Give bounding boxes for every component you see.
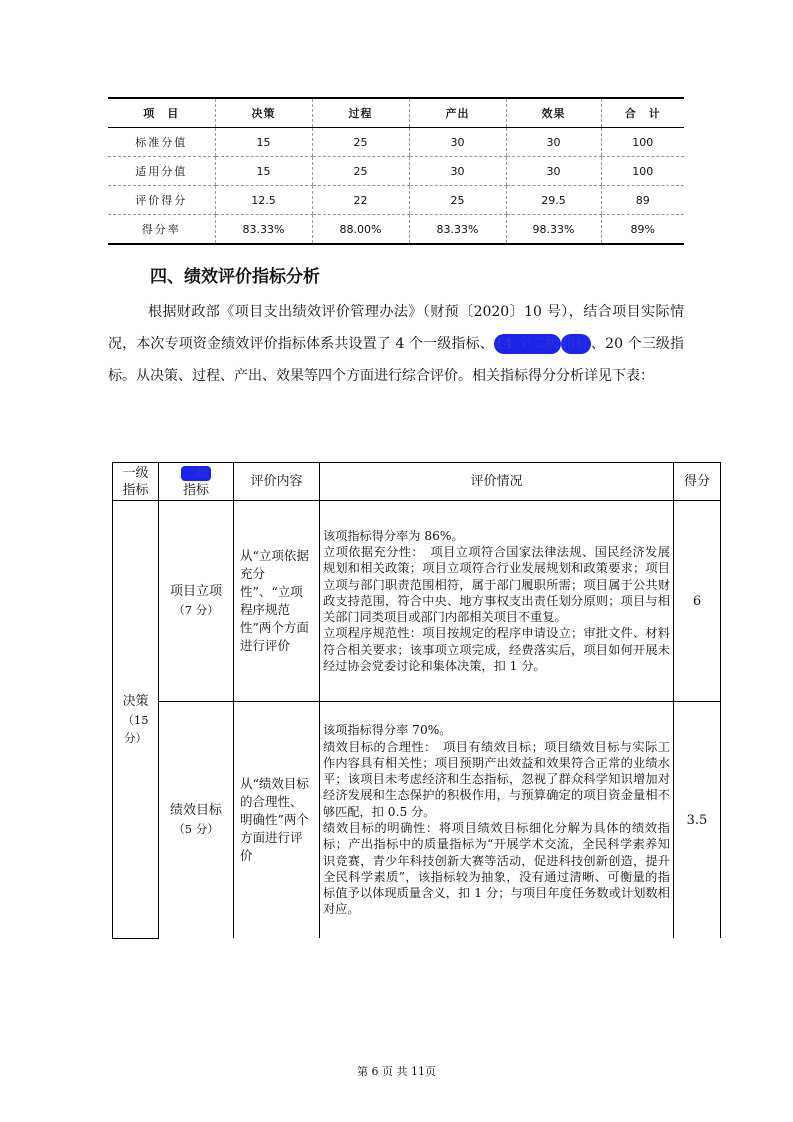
header-level1-indicator: 一级 指标 [113,463,159,501]
evaluation-content-cell: 从“立项依据充分性”、“立项程序规范性”两个方面进行评价 [234,501,320,702]
highlighted-text: 二级 [182,465,209,481]
table-cell: 25 [409,186,506,215]
header-score: 得分 [674,463,721,501]
table-cell: 98.33% [506,215,601,245]
situation-paragraph: 绩效目标的合理性： 项目有绩效目标；项目绩效目标与实际工作内容具有相关性；项目预期产出效益和效果符合正常的业绩水平；该项目未考虑经济和生态指标，忽视了群众科学知识增加对经济发展和生态保护的积极作用，与预算确定的项目资金量相不够匹配，扣 0.5 分。 [323,739,670,819]
evaluation-content-cell: 从“绩效目标的合理性、明确性”两个方面进行评价 [234,702,320,939]
table-cell: 30 [409,128,506,157]
table-cell: 12.5 [215,186,312,215]
table-cell: 89% [601,215,684,245]
score-cell: 6 [674,501,721,702]
table-cell: 25 [312,128,409,157]
table-cell: 83.33% [215,215,312,245]
table-cell: 100 [601,128,684,157]
situation-paragraph: 立项依据充分性： 项目立项符合国家法律法规、国民经济发展规划和相关政策；项目立项符合行业发展规划和政策要求；项目立项与部门职责范围相符，属于部门履职所需；项目属于公共财政支持范围，符合中央、地方事权支出责任划分原则；项目与相关部门同类项目或部门内部相关项目不重复。 [323,544,670,625]
table-cell: 100 [601,157,684,186]
header-evaluation-situation: 评价情况 [320,463,674,501]
table-row [108,215,684,245]
table-cell: 15 [215,157,312,186]
summary-header-row [108,98,684,128]
level2-indicator-cell: 项目立项 （7 分） [159,501,234,702]
table-row [108,128,684,157]
table-cell: 89 [601,186,684,215]
highlighted-text: 14 个二级 [494,336,560,352]
table-cell: 标准分值 [108,128,215,157]
summary-header-decision: 决策 [215,98,312,128]
situation-paragraph: 该项指标得分率 70%。 [323,723,452,738]
situation-paragraph: 该项指标得分率为 86%。 [323,528,464,543]
table-cell: 83.33% [409,215,506,245]
summary-header-effect: 效果 [506,98,601,128]
score-summary-table [108,97,684,245]
body-paragraph [108,296,684,392]
highlighted-text: 指标 [561,336,591,352]
page-footer: 第 6 页 共 11页 [357,1065,436,1078]
table-cell: 评价得分 [108,186,215,215]
detail-header-row [113,463,721,501]
situation-paragraph: 绩效目标的明确性：将项目绩效目标细化分解为具体的绩效指标；产出指标中的质量指标为“开展学术交流，全民科学素养知识竞赛，青少年科技创新大赛等活动，促进科技创新创造，提升全民科学素质”，该指标较为抽象，没有通过清晰、可衡量的指标值予以体现质量含义，扣 1 分；与项目年度任务数或计划数相对应。 [323,821,670,917]
header-level2-indicator: 二级 指标 [159,463,234,501]
total-page-count: 11 [411,1065,425,1078]
level1-indicator-cell: 决策 （15 分） [113,501,159,939]
score-cell: 3.5 [674,702,721,939]
level2-indicator-cell: 绩效目标 （5 分） [159,702,234,939]
current-page-number: 6 [371,1065,379,1078]
table-cell: 15 [215,128,312,157]
table-cell: 22 [312,186,409,215]
table-row [108,186,684,215]
section-heading: 四、绩效评价指标分析 [150,267,320,287]
table-cell: 30 [409,157,506,186]
summary-header-total: 合 计 [601,98,684,128]
paragraph-text: 、20 个三级指标。从决策、过程、产出、效果等四个方面进行综合评价。相关指标得分分析详见下表： [108,336,685,384]
paragraph-text: 根据财政部《项目支出绩效评价管理办法》（财预〔2020〕10 号），结合项目实际情况，本次专项资金绩效评价指标体系共设置了 4 个一级指标、 [108,304,684,352]
evaluation-situation-cell [320,702,674,939]
table-cell: 25 [312,157,409,186]
table-cell: 29.5 [506,186,601,215]
summary-header-item: 项 目 [108,98,215,128]
table-cell: 30 [506,128,601,157]
situation-paragraph: 立项程序规范性：项目按规定的程序申请设立；审批文件、材料符合相关要求；该事项立项完成，经费落实后，项目如何开展未经过协会党委讨论和集体决策，扣 1 分。 [323,626,670,674]
header-evaluation-content: 评价内容 [234,463,320,501]
indicator-detail-table [112,462,721,939]
summary-header-output: 产出 [409,98,506,128]
table-row [108,157,684,186]
table-cell: 适用分值 [108,157,215,186]
table-cell: 88.00% [312,215,409,245]
table-cell: 得分率 [108,215,215,245]
table-row [113,702,721,939]
summary-header-process: 过程 [312,98,409,128]
table-row [113,501,721,702]
evaluation-situation-cell [320,501,674,702]
table-cell: 30 [506,157,601,186]
